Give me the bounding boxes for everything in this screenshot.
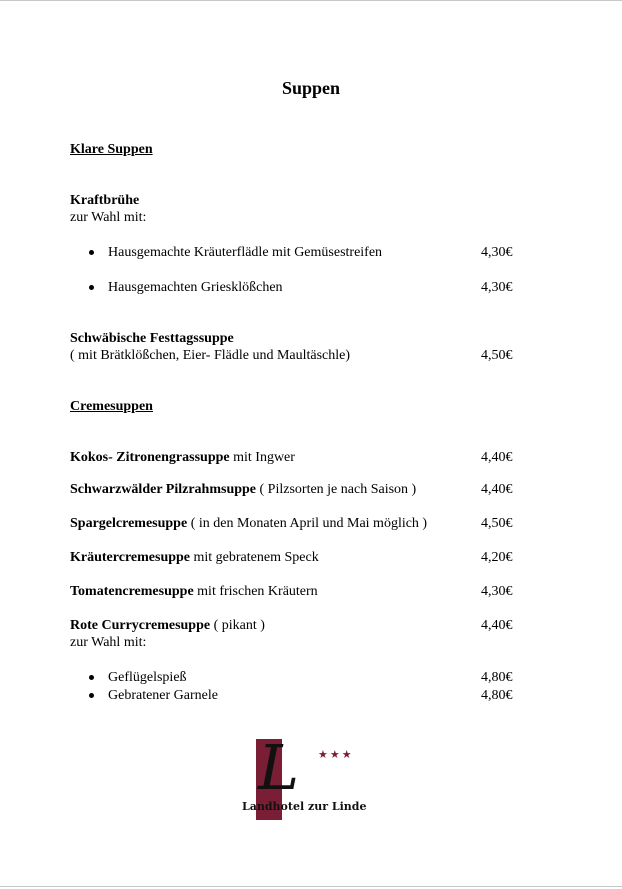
dish-name-pilzrahm: Schwarzwälder Pilzrahmsuppe	[70, 482, 257, 497]
dish-desc-pilzrahm: ( Pilzsorten je nach Saison )	[256, 482, 417, 497]
option-price-gefluegelspiess: 4,80€	[481, 670, 513, 685]
dish-name-festtagssuppe: Schwäbische Festtagssuppe	[70, 331, 234, 346]
dish-price-kokos: 4,40€	[481, 450, 513, 465]
page-bottom-border	[0, 886, 622, 887]
option-label-griesklosschen: Hausgemachten Griesklößchen	[108, 280, 283, 295]
dish-name-kokos: Kokos- Zitronengrassuppe	[70, 450, 230, 465]
logo-hotel-name: Landhotel zur Linde	[242, 800, 367, 813]
dish-name-kraftbruehe: Kraftbrühe	[70, 193, 140, 208]
dish-line-pilzrahm	[70, 481, 416, 498]
dish-price-pilzrahm: 4,40€	[481, 482, 513, 497]
dish-desc-spargel: ( in den Monaten April und Mai möglich )	[187, 516, 428, 531]
option-price-kraeuterflaedle: 4,30€	[481, 245, 513, 260]
option-label-gefluegelspiess: Geflügelspieß	[108, 670, 187, 685]
dish-line-kokos	[70, 449, 295, 466]
dish-name-kraeutercreme: Kräutercremesuppe	[70, 550, 191, 565]
dish-name-tomate: Tomatencremesuppe	[70, 584, 194, 599]
dish-desc-curry: ( pikant )	[210, 618, 265, 633]
logo-letter: L	[258, 731, 300, 804]
dish-price-festtagssuppe: 4,50€	[481, 348, 513, 363]
dish-line-spargel	[70, 515, 427, 532]
section-heading-klare-suppen: Klare Suppen	[70, 142, 153, 157]
dish-price-curry: 4,40€	[481, 618, 513, 633]
page-top-border	[0, 0, 622, 1]
dish-subtitle-kraftbruehe: zur Wahl mit:	[70, 210, 147, 225]
page-title: Suppen	[281, 78, 341, 98]
bullet-icon	[89, 250, 94, 255]
dish-price-tomate: 4,30€	[481, 584, 513, 599]
logo-stars-icon: ★★★	[318, 749, 354, 761]
section-heading-cremesuppen: Cremesuppen	[70, 399, 153, 414]
option-price-garnele: 4,80€	[481, 688, 513, 703]
option-label-garnele: Gebratener Garnele	[108, 688, 218, 703]
dish-name-curry: Rote Currycremesuppe	[70, 618, 211, 633]
dish-line-kraeutercreme	[70, 549, 319, 566]
dish-price-kraeutercreme: 4,20€	[481, 550, 513, 565]
dish-desc-kraeutercreme: mit gebratenem Speck	[190, 550, 319, 565]
bullet-icon	[89, 693, 94, 698]
dish-desc-tomate: mit frischen Kräutern	[193, 584, 318, 599]
dish-desc-kokos: mit Ingwer	[229, 450, 295, 465]
bullet-icon	[89, 675, 94, 680]
dish-name-spargel: Spargelcremesuppe	[70, 516, 188, 531]
dish-desc-festtagssuppe: ( mit Brätklößchen, Eier- Flädle und Maultäschle)	[70, 348, 351, 363]
dish-subtitle-curry: zur Wahl mit:	[70, 635, 147, 650]
option-price-griesklosschen: 4,30€	[481, 280, 513, 295]
dish-price-spargel: 4,50€	[481, 516, 513, 531]
option-label-kraeuterflaedle: Hausgemachte Kräuterflädle mit Gemüsestreifen	[108, 245, 383, 260]
bullet-icon	[89, 285, 94, 290]
dish-line-tomate	[70, 583, 318, 600]
dish-line-curry	[70, 617, 265, 634]
